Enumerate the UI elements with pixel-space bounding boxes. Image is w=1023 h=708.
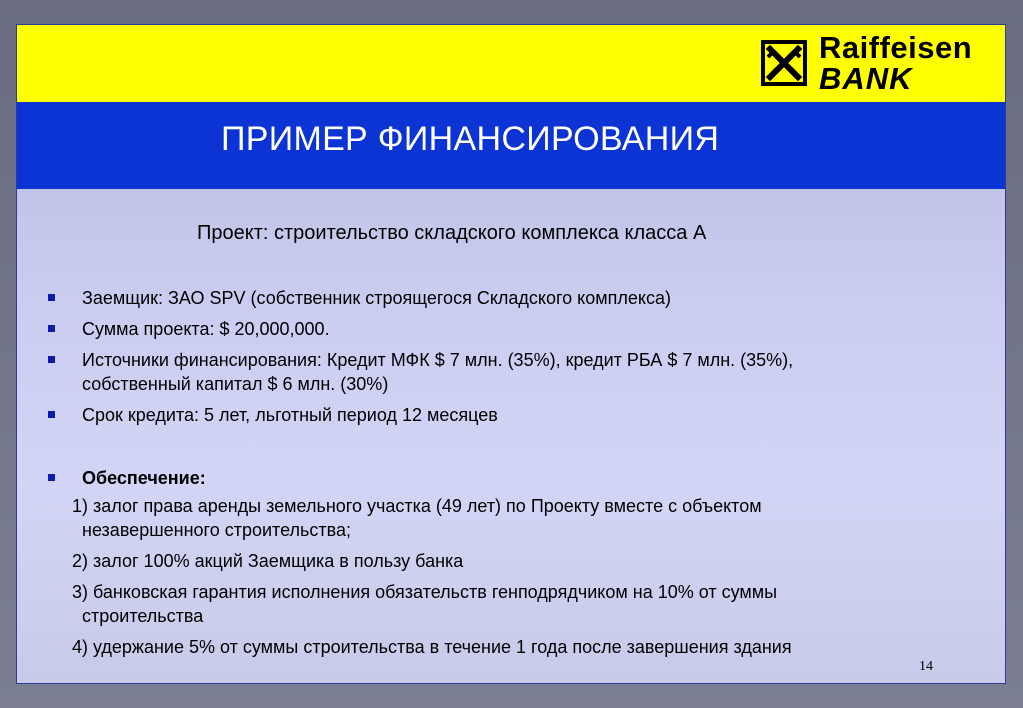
square-bullet-icon xyxy=(48,411,55,418)
collateral-item xyxy=(72,635,952,659)
raiffeisen-crossed-gables-icon xyxy=(761,40,807,86)
collateral-line: 2) залог 100% акций Заемщика в пользу банка xyxy=(72,551,464,571)
bullet-item xyxy=(45,348,945,396)
square-bullet-icon xyxy=(48,294,55,301)
collateral-line: 3) банковская гарантия исполнения обязательств генподрядчиком на 10% от суммы xyxy=(72,582,778,602)
bullet-item xyxy=(45,286,945,310)
bullet-text-line: собственный капитал $ 6 млн. (30%) xyxy=(82,374,389,394)
collateral-item xyxy=(72,549,952,573)
slide-title: ПРИМЕР ФИНАНСИРОВАНИЯ xyxy=(221,120,720,158)
square-bullet-icon xyxy=(48,325,55,332)
collateral-item xyxy=(72,580,952,628)
bullet-text-line: Источники финансирования: Кредит МФК $ 7 млн. (35%), кредит РБА $ 7 млн. (35%), xyxy=(82,350,794,370)
collateral-line: незавершенного строительства; xyxy=(82,520,351,540)
collateral-line: 4) удержание 5% от суммы строительства в течение 1 года после завершения здания xyxy=(72,637,792,657)
raiffeisen-logo xyxy=(761,30,993,96)
collateral-item xyxy=(72,494,952,542)
square-bullet-icon xyxy=(48,474,55,481)
logo-line-1: Raiffeisen xyxy=(819,30,973,65)
page-number: 14 xyxy=(919,659,933,674)
bullet-text: Заемщик: ЗАО SPV (собственник строящегося Складского комплекса) xyxy=(82,288,671,308)
top-bar xyxy=(17,25,1005,102)
logo-line-2: BANK xyxy=(819,61,913,96)
slide xyxy=(16,24,1006,684)
logo-wordmark xyxy=(819,32,972,94)
bullet-text: Сумма проекта: $ 20,000,000. xyxy=(82,319,330,339)
bullet-text: Срок кредита: 5 лет, льготный период 12 месяцев xyxy=(82,405,498,425)
collateral-heading-text: Обеспечение: xyxy=(82,468,206,488)
collateral-line: 1) залог права аренды земельного участка (49 лет) по Проекту вместе с объектом xyxy=(72,496,762,516)
collateral-line: строительства xyxy=(82,606,204,626)
collateral-heading xyxy=(45,466,206,490)
square-bullet-icon xyxy=(48,356,55,363)
bullet-item xyxy=(45,403,945,427)
title-bar xyxy=(17,102,1005,189)
bullet-list xyxy=(45,286,945,434)
project-subtitle: Проект: строительство складского комплекса класса А xyxy=(197,222,707,244)
bullet-item xyxy=(45,317,945,341)
